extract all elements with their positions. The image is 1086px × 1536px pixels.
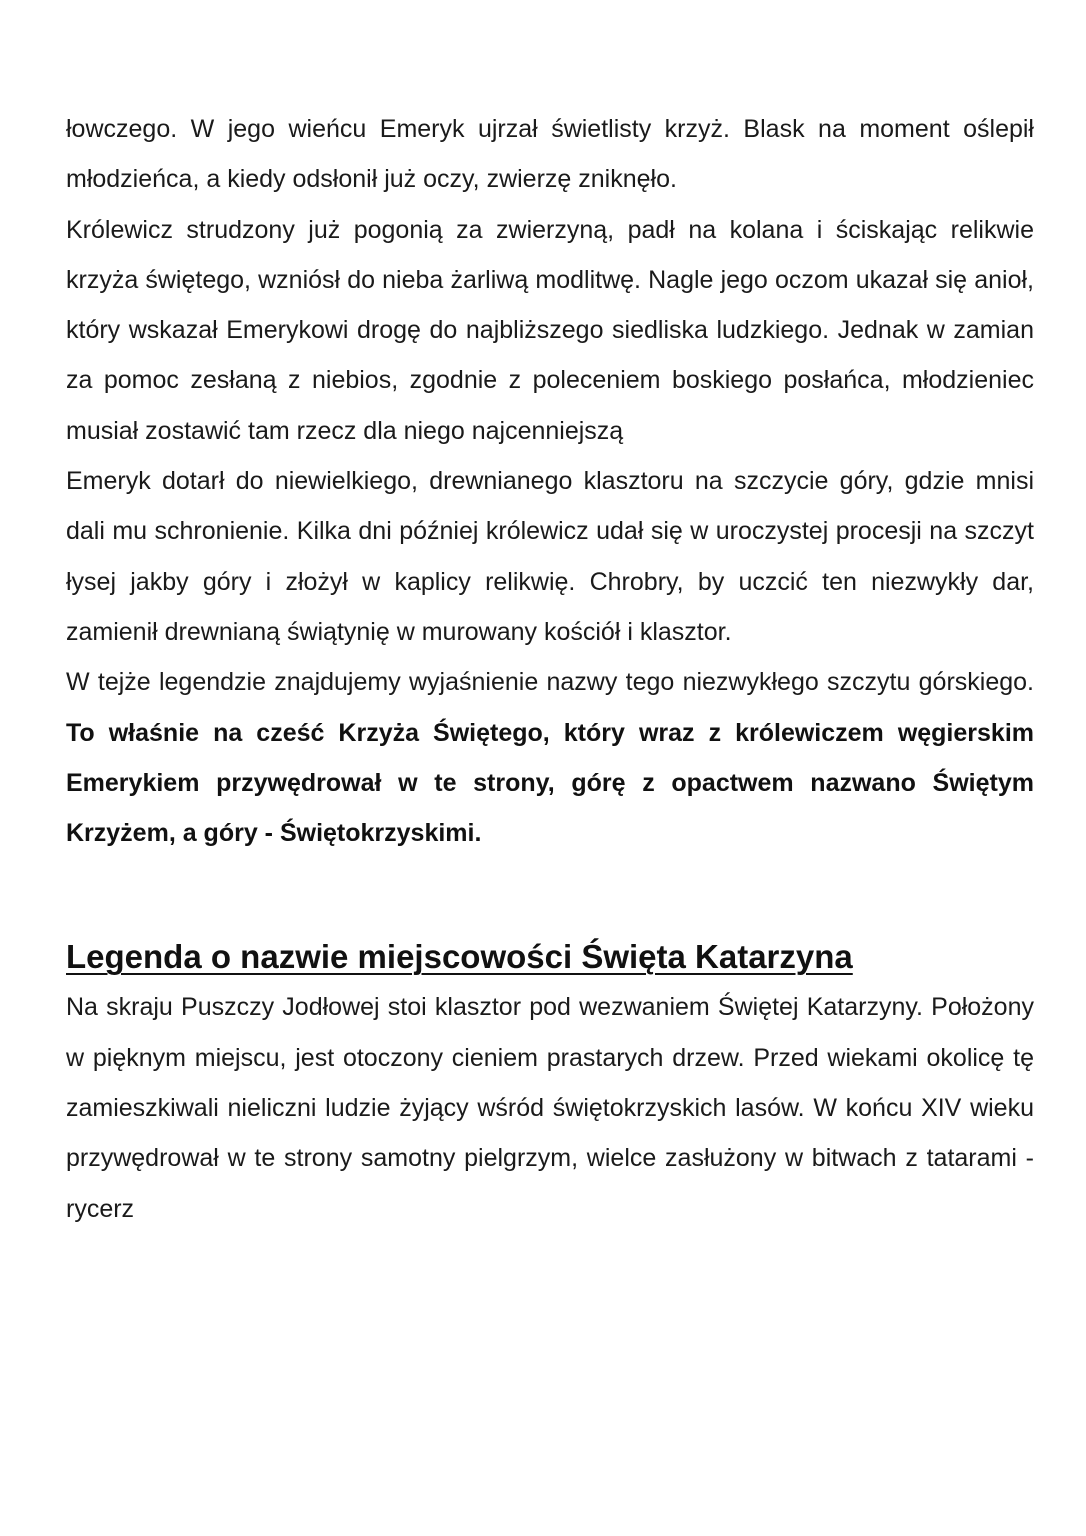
paragraph-4-normal-text: W tejże legendzie znajdujemy wyjaśnienie nazwy tego niezwykłego szczytu górskiego.: [66, 668, 1034, 697]
paragraph-2: Królewicz strudzony już pogonią za zwierzyną, padł na kolana i ściskając relikwie krzyża świętego, wzniósł do nieba żarliwą modlitwę. Nagle jego oczom ukazał się anioł, który wskazał Emerykowi drogę do najbliższego siedliska ludzkiego. Jednak w zamian za pomoc zesłaną z niebios, zgodnie z poleceniem boskiego posłańca, młodzieniec musiał zostawić tam rzecz dla niego najcenniejszą: [66, 215, 1034, 445]
paragraph-4-bold-text: To właśnie na cześć Krzyża Świętego, który wraz z królewiczem węgierskim Emerykiem przywędrował w te strony, górę z opactwem nazwano Świętym Krzyżem, a góry - Świętokrzyskimi.: [66, 718, 1034, 848]
paragraph-5: Na skraju Puszczy Jodłowej stoi klasztor pod wezwaniem Świętej Katarzyny. Położony w pięknym miejscu, jest otoczony cieniem prastarych drzew. Przed wiekami okolicę tę zamieszkiwali nieliczni ludzie żyjący wśród świętokrzyskich lasów. W końcu XIV wieku przywędrował w te strony samotny pielgrzym, wielce zasłużony w bitwach z tatarami - rycerz: [66, 993, 1034, 1223]
document-page: [66, 104, 1034, 1234]
paragraph-1: łowczego. W jego wieńcu Emeryk ujrzał świetlisty krzyż. Blask na moment oślepił młodzieńca, a kiedy odsłonił już oczy, zwierzę zniknęło.: [66, 115, 1034, 194]
paragraph-3: Emeryk dotarł do niewielkiego, drewnianego klasztoru na szczycie góry, gdzie mnisi dali mu schronienie. Kilka dni później królewicz udał się w uroczystej procesji na szczyt łysej jakby góry i złożył w kaplicy relikwię. Chrobry, by uczcić ten niezwykły dar, zamienił drewnianą świątynię w murowany kościół i klasztor.: [66, 467, 1034, 646]
paragraph-4: [66, 657, 1034, 858]
section-heading: Legenda o nazwie miejscowości Święta Katarzyna: [66, 938, 853, 976]
